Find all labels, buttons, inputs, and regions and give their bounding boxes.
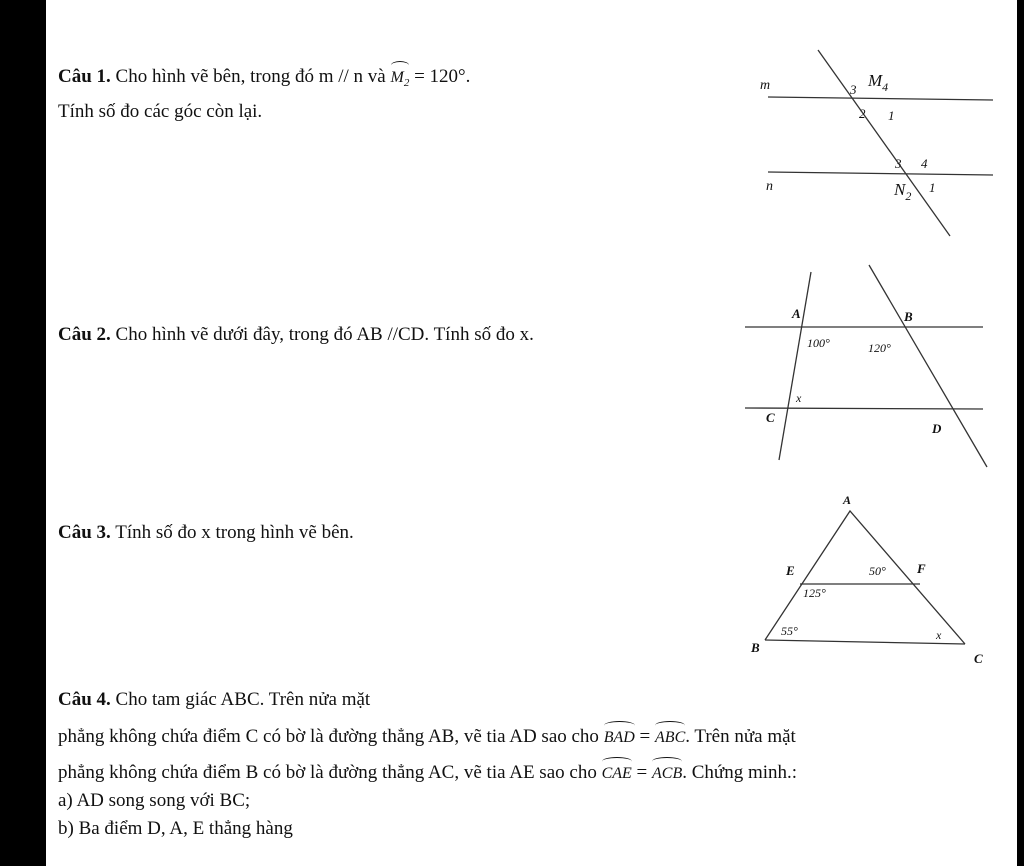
angle-F-50: 50° [869,564,886,578]
angle-ACB: ACB [652,758,682,786]
angle-E-125: 125° [803,586,826,600]
transversal-BD [869,265,987,467]
q2-line [58,323,534,347]
label-N: $N_2$ [894,180,912,203]
label-m: m [760,78,771,93]
line-m [768,97,993,100]
label-n: n [766,179,773,194]
n-angle-1: 1 [929,180,936,195]
m-angle-2: 2 [859,106,866,121]
label-A: A [843,493,852,507]
transversal-AC [779,272,811,460]
angle-B-120: 120° [868,341,891,355]
q4-text1: Cho tam giác ABC. Trên nửa mặt [115,689,371,710]
m-angle-1: 1 [888,108,895,123]
angle-ABC: ABC [655,722,685,750]
q4-line2: phẳng không chứa điểm C có bờ là đường thẳng AB, vẽ tia AD sao cho BAD = ABC. Trên nửa mặt [58,722,796,750]
m-angle-3: 3 [850,82,857,97]
q3-label: Câu 3. [58,522,111,543]
line-n [768,172,993,175]
label-C: C [766,410,775,425]
label-B: B [904,309,913,324]
label-A: A [792,306,801,321]
angle-CAE: CAE [602,758,632,786]
q2-text: Cho hình vẽ dưới đây, trong đó AB //CD. Tính số đo x. [115,324,534,345]
q1-angle-m2: $M_2$ [391,62,410,95]
angle-B-55: 55° [781,624,798,638]
q1-text: Cho hình vẽ bên, trong đó m // n và [115,66,386,87]
q1-label: Câu 1. [58,66,111,87]
q1-line1 [58,62,470,95]
q4-part-b: b) Ba điểm D, A, E thẳng hàng [58,818,293,839]
q1-angle-value: = 120°. [414,66,471,87]
transversal [818,50,950,236]
n-angle-4: 4 [921,156,928,171]
label-D: D [932,421,942,436]
q1-line2: Tính số đo các góc còn lại. [58,101,263,122]
q4-label: Câu 4. [58,689,111,710]
q1-figure [740,50,1010,240]
angle-x: x [796,391,802,405]
q2-label: Câu 2. [58,324,111,345]
right-border [1017,0,1024,866]
q4-part-a: a) AD song song với BC; [58,790,251,811]
left-border [0,0,46,866]
label-M: $M_4$ [868,71,889,94]
line-CD [745,408,983,409]
angle-x: x [936,628,942,642]
q4-line1 [58,688,370,712]
q2-figure [745,262,995,472]
q3-line [58,521,354,545]
n-angle-3: 3 [895,156,902,171]
angle-A-100: 100° [807,336,830,350]
q3-figure [745,485,1005,670]
q4-line3: phẳng không chứa điểm B có bờ là đường thẳng AC, vẽ tia AE sao cho CAE = ACB. Chứng minh.: [58,758,797,786]
label-E: E [786,563,795,578]
label-F: F [917,561,926,576]
label-B: B [751,640,760,655]
angle-BAD: BAD [604,722,635,750]
q3-text: Tính số đo x trong hình vẽ bên. [115,522,354,543]
label-C: C [974,651,983,666]
side-BC [765,640,965,644]
